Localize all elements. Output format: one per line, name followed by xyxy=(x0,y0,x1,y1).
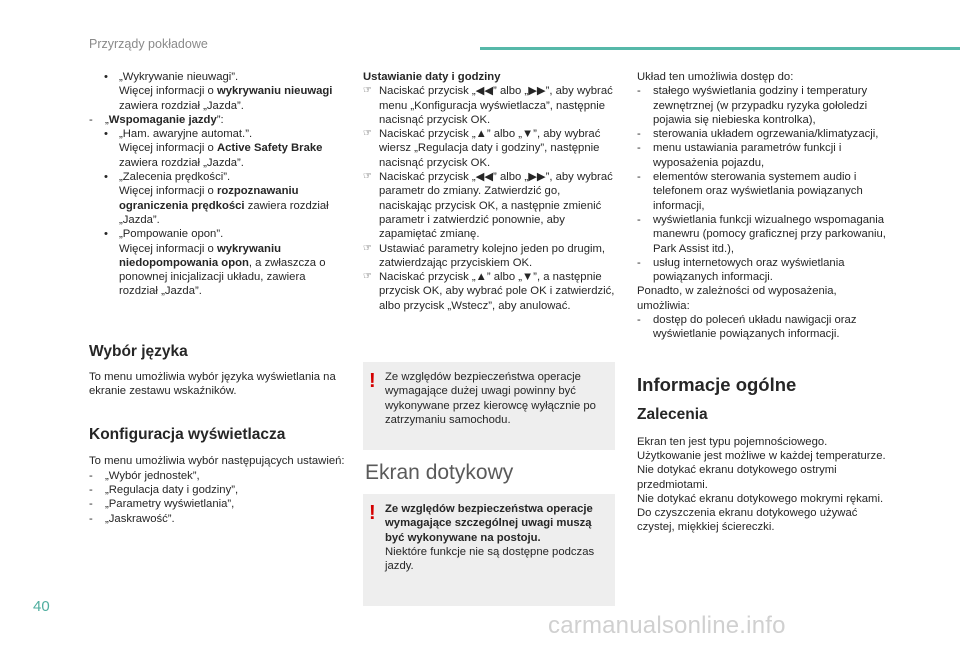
step-item: ☞ Ustawiać parametry kolejno jeden po drugim, zatwierdzając przyciskiem OK. xyxy=(363,242,606,269)
step-item: ☞ Naciskać przycisk „▲” albo „▼”, aby wybrać wiersz „Regulacja daty i godziny”, następnie nacisnąć przycisk OK. xyxy=(363,128,601,169)
general-info-heading: Informacje ogólne xyxy=(637,373,797,395)
list-item: - elementów sterowania systemem audio i telefonem oraz wyświetlania powiązanych informacji, xyxy=(637,171,863,212)
list-item: - stałego wyświetlania godziny i temperatury zewnętrznej (w przypadku ryzyka gołoledzi pojawia się niebieska kontrolka), xyxy=(637,85,868,126)
step-item: ☞ Naciskać przycisk „◀◀” albo „▶▶”, aby wybrać menu „Konfiguracja wyświetlacza”, następnie nacisnąć przycisk OK. xyxy=(363,85,613,126)
bullet-item: • „Wykrywanie nieuwagi”. Więcej informacji o wykrywaniu nieuwagi zawiera rozdział „Jazda”. xyxy=(104,71,333,112)
section-title: Przyrządy pokładowe xyxy=(89,37,208,51)
header-accent-bar xyxy=(480,47,960,50)
warning-box: ! Ze względów bezpieczeństwa operacje wymagające dużej uwagi powinny być wykonywane przez kierowcę wyłącznie po zatrzymaniu samochodu. xyxy=(363,362,615,450)
column-2 xyxy=(363,70,615,313)
list-item: - sterowania układem ogrzewania/klimatyzacji, xyxy=(637,128,879,141)
recommendations-heading: Zalecenia xyxy=(637,405,708,423)
touchscreen-heading: Ekran dotykowy xyxy=(365,461,514,484)
list-item: - dostęp do poleceń układu nawigacji oraz wyświetlanie powiązanych informacji. xyxy=(637,314,857,341)
list-item: - wyświetlania funkcji wizualnego wspomagania manewru (pomocy graficznej przy parkowaniu, Park Assist itd.), xyxy=(637,213,886,255)
more-features-text: Ponadto, w zależności od wyposażenia, umożliwia: xyxy=(637,285,837,312)
page-number: 40 xyxy=(33,598,50,615)
watermark: carmanualsonline.info xyxy=(548,612,786,639)
list-item: - usług internetowych oraz wyświetlania powiązanych informacji. xyxy=(637,256,845,284)
recommendations-text: Ekran ten jest typu pojemnościowego. Użytkowanie jest możliwe w każdej temperaturze. Nie dotykać ekranu dotykowego ostrymi przedmiotami. Nie dotykać ekranu dotykowego mokrymi rękami. Do czyszczenia ekranu dotykowego używać czystej, miękkiej ściereczki. xyxy=(637,435,886,534)
list-item: - menu ustawiania parametrów funkcji i wyposażenia pojazdu, xyxy=(637,142,842,169)
assist-heading: - „Wspomaganie jazdy”: xyxy=(89,113,224,126)
display-config-text: To menu umożliwia wybór następujących ustawień: xyxy=(89,455,345,468)
bullet-item: • „Ham. awaryjne automat.”. Więcej informacji o Active Safety Brake zawiera rozdział „Jazda”. xyxy=(104,128,323,169)
bullet-item: • „Zalecenia prędkości”. Więcej informacji o rozpoznawaniu ograniczenia prędkości zawiera rozdział „Jazda”. xyxy=(104,171,329,226)
language-heading: Wybór języka xyxy=(89,342,188,360)
step-item: ☞ Naciskać przycisk „▲” albo „▼”, a następnie przycisk OK, aby wybrać pole OK i zatwierdzić, albo przycisk „Wstecz”, aby anulować. xyxy=(363,271,615,312)
warning-icon: ! xyxy=(369,370,376,392)
system-intro: Układ ten umożliwia dostęp do: xyxy=(637,71,794,83)
date-time-heading: Ustawianie daty i godziny xyxy=(363,71,501,83)
list-item: - „Regulacja daty i godziny”, xyxy=(89,483,239,496)
column-1 xyxy=(89,70,347,526)
step-item: ☞ Naciskać przycisk „◀◀” albo „▶▶”, aby wybrać parametr do zmiany. Zatwierdzić go, naciskając przycisk OK, a następnie zmienić parametr i zatwierdzić ponownie, aby zapamiętać zmianę. xyxy=(363,171,613,241)
warning-icon: ! xyxy=(369,502,376,524)
list-item: - „Wybór jednostek”, xyxy=(89,469,200,482)
column-3 xyxy=(637,70,889,535)
list-item: - „Parametry wyświetlania”, xyxy=(89,498,235,511)
language-text: To menu umożliwia wybór języka wyświetlania na ekranie zestawu wskaźników. xyxy=(89,370,336,398)
warning-box: ! Ze względów bezpieczeństwa operacje wymagające szczególnej uwagi muszą być wykonywane na postoju. Niektóre funkcje nie są dostępne podczas jazdy. xyxy=(363,494,615,606)
list-item: - „Jaskrawość”. xyxy=(89,512,175,525)
bullet-item: • „Pompowanie opon”. Więcej informacji o wykrywaniu niedopompowania opon, a zwłaszcza o ponownej inicjalizacji układu, zawiera rozdział „Jazda”. xyxy=(104,228,326,298)
display-config-heading: Konfiguracja wyświetlacza xyxy=(89,426,286,444)
